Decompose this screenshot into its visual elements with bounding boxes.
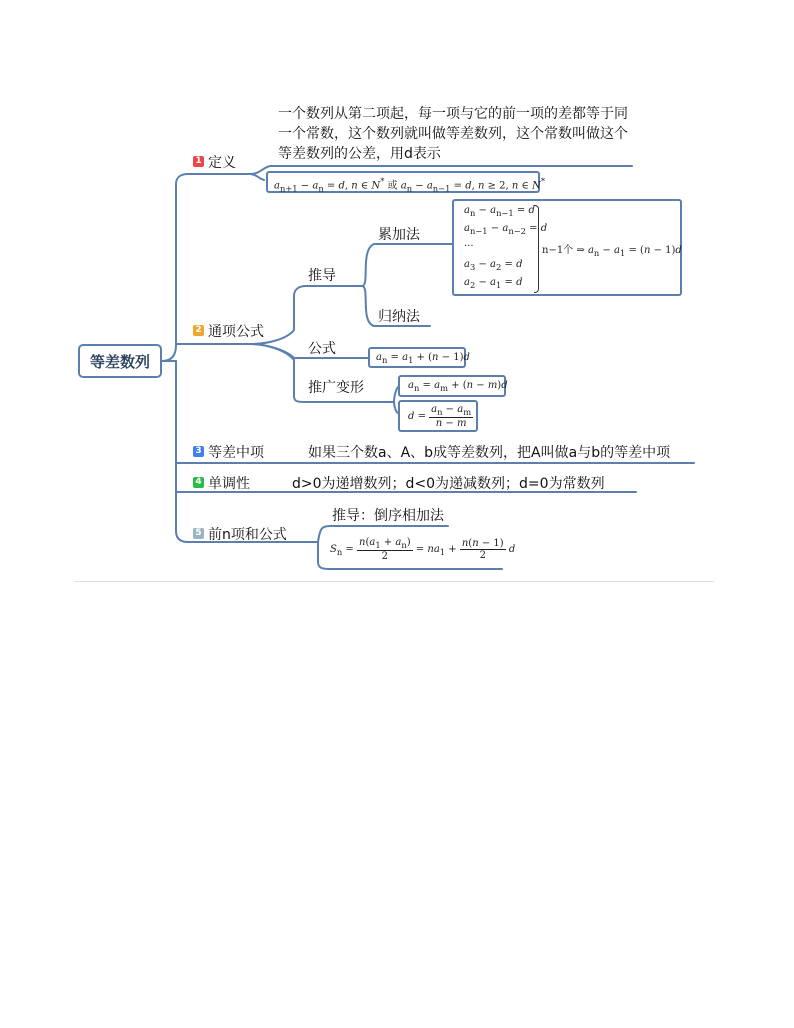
extension-label[interactable]: 推广变形 [308,380,364,396]
extension-formula-box-1 [398,375,506,397]
extension-formula-1: $a_n = a_m + (n - m)d$ [408,380,508,393]
accumulate-line-2: $a_{n-1} - a_{n-2} = d$ [464,223,548,236]
accumulate-line-1: $a_n - a_{n-1} = d$ [464,205,535,218]
branch-definition-label[interactable]: 定义 [208,155,236,171]
definition-formula-box [266,171,546,194]
middle-term-text: 如果三个数a、A、b成等差数列，把A叫做a与b的等差中项 [308,445,671,461]
branch-monotonicity-label[interactable]: 单调性 [208,476,250,492]
root-label: 等差数列 [89,352,150,371]
branch-1-badge: 1 [193,156,204,167]
sum-derivation-text: 推导：倒序相加法 [332,508,444,524]
monotonicity-text: d>0为递增数列；d<0为递减数列；d=0为常数列 [292,476,605,492]
extension-formula-box-2 [398,400,478,432]
brace [534,205,539,293]
accumulate-line-5: $a_2 - a_1 = d$ [464,277,523,290]
branch-middle-term-label[interactable]: 等差中项 [208,445,264,461]
formula-joiner: 或 [387,180,398,192]
branch-sum-label[interactable]: 前n项和公式 [208,527,287,543]
accumulate-formula-box [452,199,682,296]
definition-text: 一个数列从第二项起，每一项与它的前一项的差都等于同一个常数，这个数列就叫做等差数列，这个常数叫做这个等差数列的公差，用d表示 [278,106,628,162]
extension-formula-2: d = $\frac{a_n - a_m}{n - m}$ [408,404,472,430]
page-divider [74,581,714,582]
branch-4-badge: 4 [193,477,204,488]
formula-label[interactable]: 公式 [308,341,336,357]
sum-formula: $S_n$ = $\frac{n(a_1 + a_n)}{2}$ = $na_1$ + $\frac{n(n - 1)}{2}$ d [330,537,516,563]
branch-2-badge: 2 [193,325,204,336]
accumulate-result: n−1个 ⇒ $a_n - a_1 = (n - 1)d$ [542,245,682,258]
accumulate-method-label[interactable]: 累加法 [378,227,420,243]
root-node[interactable] [78,344,162,378]
accumulate-line-3: ··· [464,241,474,252]
branch-3-badge: 3 [193,446,204,457]
derivation-label[interactable]: 推导 [308,268,336,284]
definition-formula: $a_{n+1} - a_n = d$, n ∈ N* 或 $a_n - a_{n-1} = d$, n ≥ 2, n ∈ N* [274,176,546,194]
accumulate-line-4: $a_3 - a_2 = d$ [464,259,523,272]
induction-method-label[interactable]: 归纳法 [378,309,420,325]
general-formula: $a_n = a_1 + (n - 1)d$ [376,352,470,365]
branch-5-badge: 5 [193,528,204,539]
general-formula-box [368,347,470,368]
branch-general-term-label[interactable]: 通项公式 [208,324,264,340]
